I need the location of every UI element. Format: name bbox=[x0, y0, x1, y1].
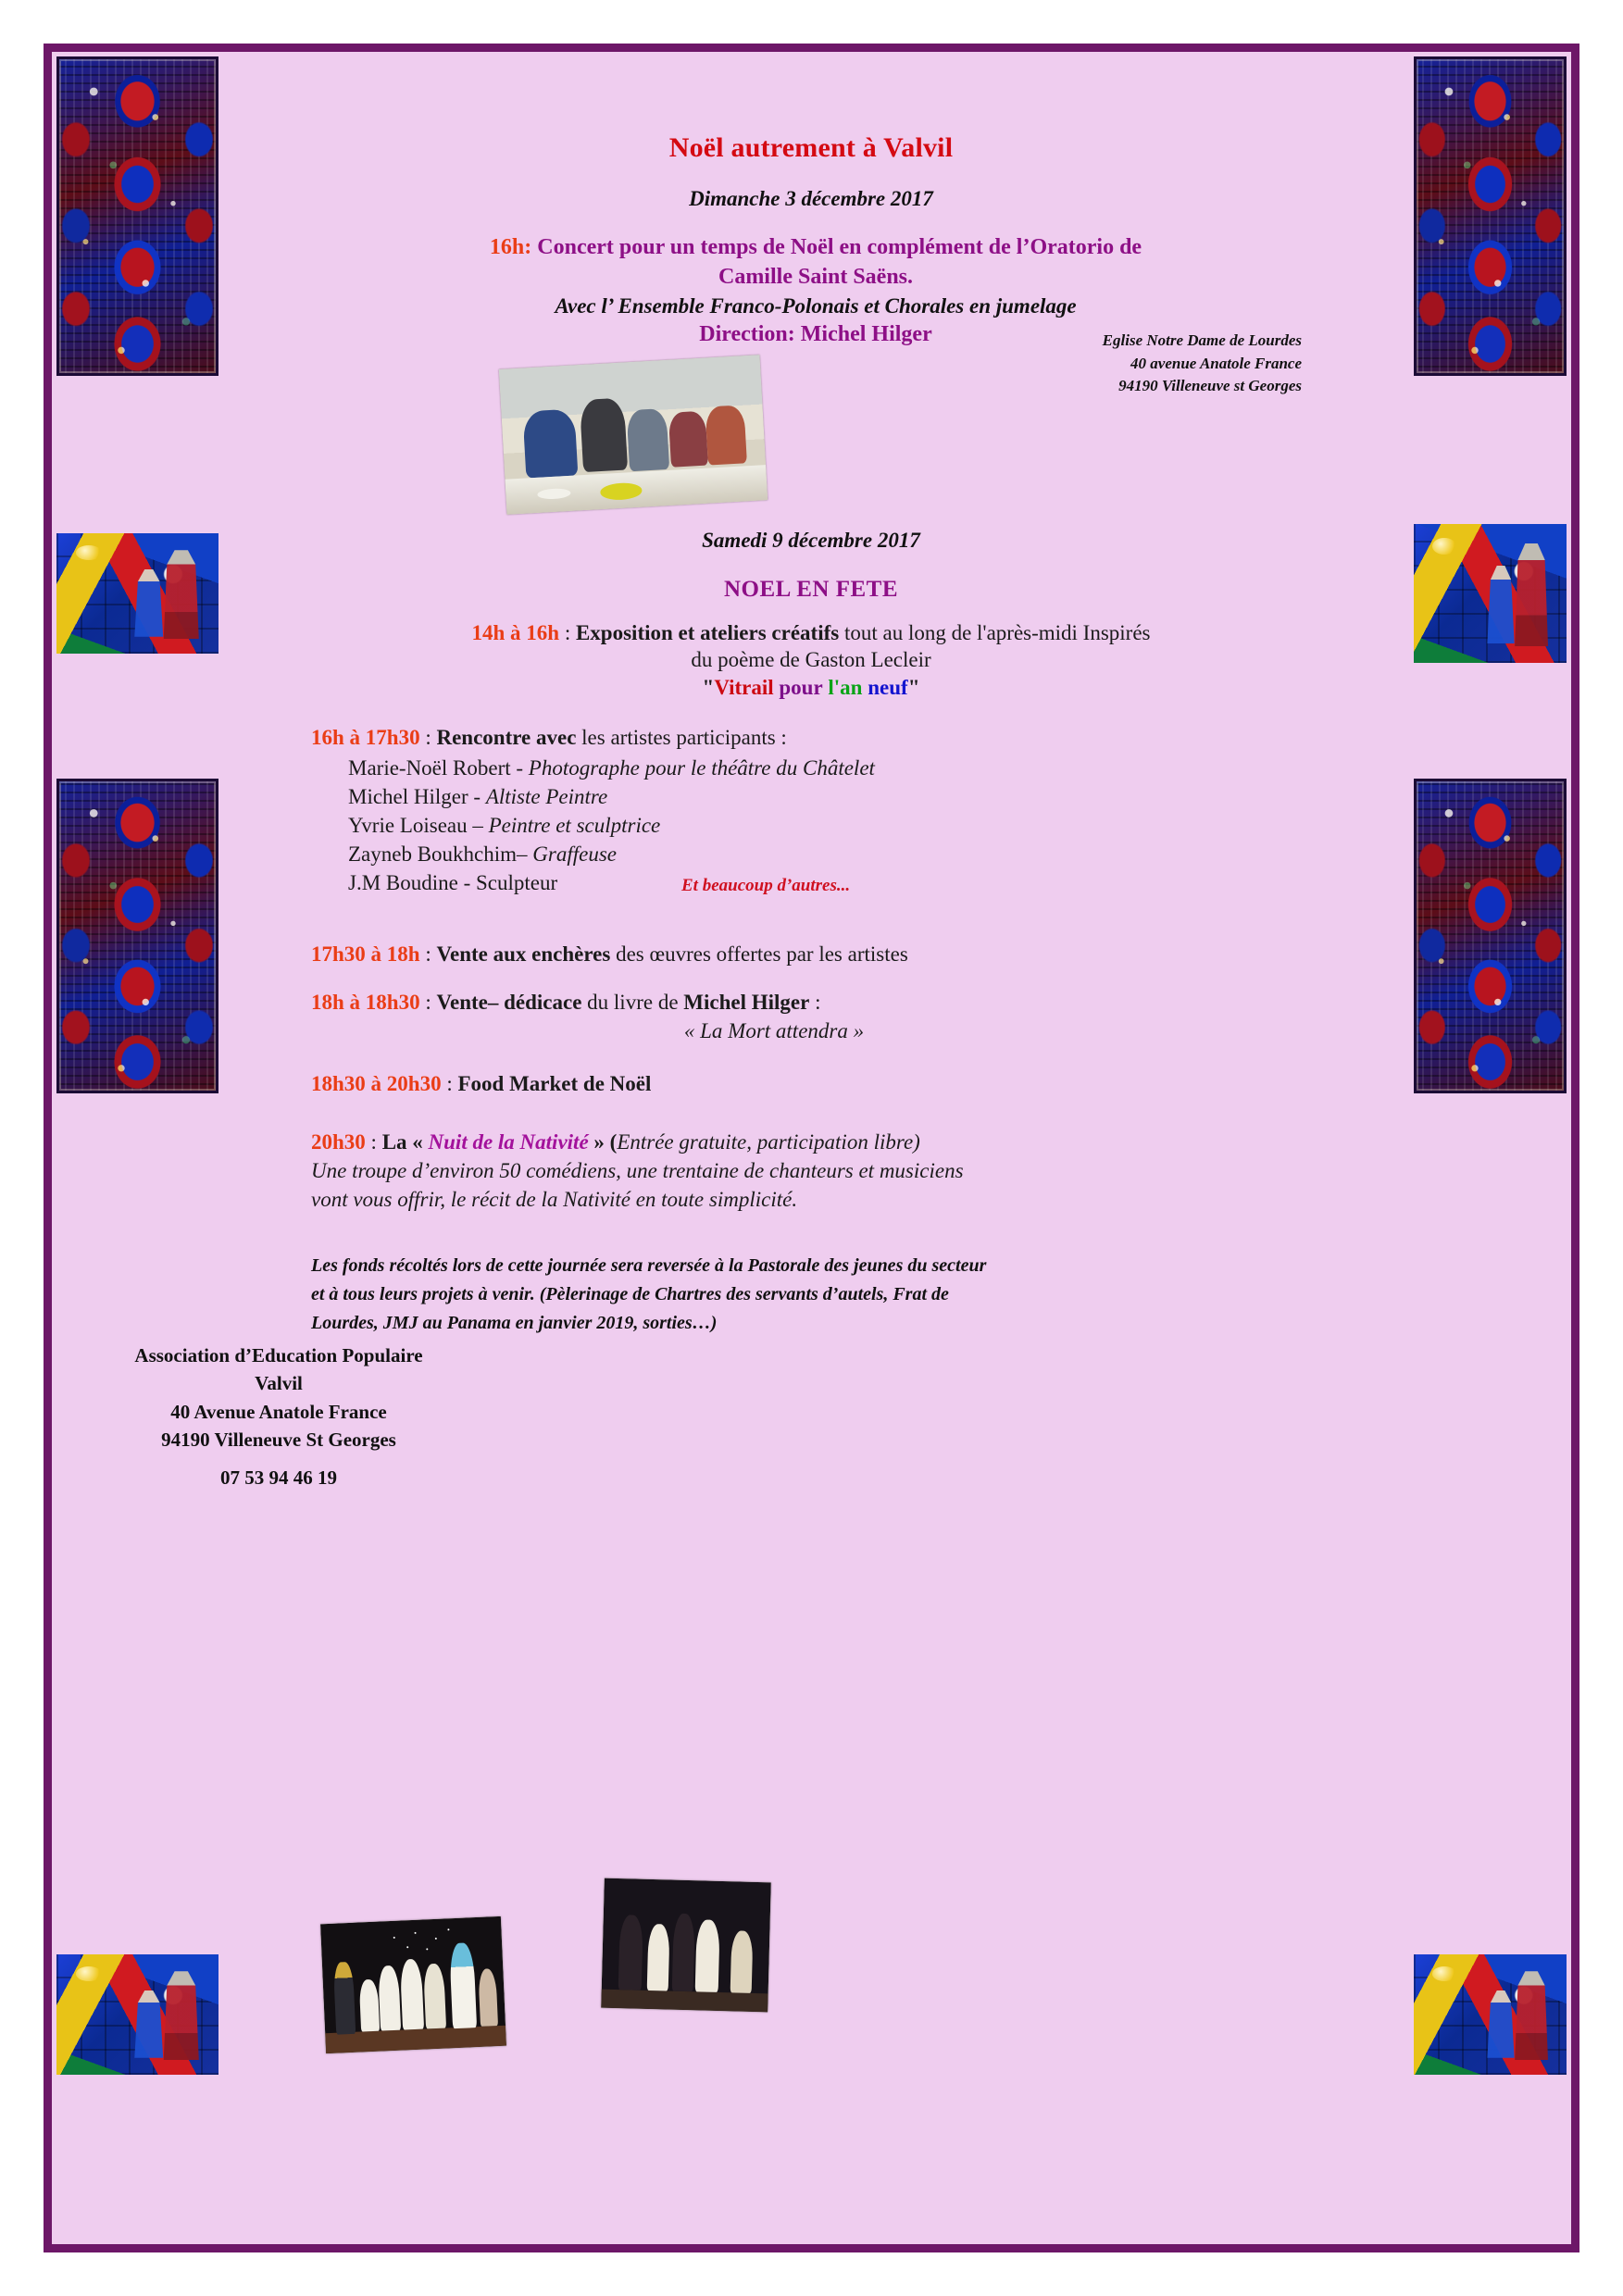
expo-line-2: du poème de Gaston Lecleir bbox=[691, 648, 931, 671]
signing-sep: : bbox=[419, 991, 437, 1014]
quote-word-vitrail: Vitrail bbox=[714, 676, 774, 699]
venue-city: 94190 Villeneuve st Georges bbox=[1118, 377, 1302, 395]
artist-role: Altiste Peintre bbox=[485, 785, 608, 808]
quote-open: " bbox=[702, 676, 715, 699]
signing-mid: du livre de bbox=[581, 991, 684, 1014]
section-heading-noel-en-fete: NOEL EN FETE bbox=[724, 577, 898, 602]
quote-word-lan: l'an bbox=[828, 676, 863, 699]
page-title: Noël autrement à Valvil bbox=[668, 132, 954, 163]
funds-line-1: Les fonds récoltés lors de cette journée sera reversée à la Pastorale des jeunes du secteur bbox=[311, 1255, 987, 1276]
stained-glass-bottom-right bbox=[1414, 1954, 1567, 2075]
book-title: « La Mort attendra » bbox=[683, 1019, 865, 1042]
concert-time: 16h: bbox=[489, 235, 532, 259]
signing-rest: : bbox=[809, 991, 821, 1014]
funds-line-3: Lourdes, JMJ au Panama en janvier 2019, sorties…) bbox=[311, 1313, 718, 1333]
venue-street: 40 avenue Anatole France bbox=[1130, 354, 1302, 372]
concert-text-1: Concert pour un temps de Noël en complément de l’Oratorio de bbox=[531, 235, 1142, 259]
rencontre-rest: les artistes participants : bbox=[576, 726, 787, 749]
food-market-line bbox=[311, 1070, 1330, 1098]
artist-row bbox=[348, 841, 1320, 868]
nativity-prefix: La « bbox=[381, 1130, 429, 1154]
artist-name: Yvrie Loiseau – bbox=[348, 814, 489, 837]
concert-line-1 bbox=[265, 233, 1367, 263]
food-sep: : bbox=[441, 1072, 458, 1095]
artist-role: Peintre et sculptrice bbox=[488, 814, 661, 837]
ensemble-line: Avec l’ Ensemble Franco-Polonais et Chorales en jumelage bbox=[555, 294, 1077, 318]
artist-name: Zayneb Boukhchim– bbox=[348, 842, 533, 866]
date-saturday: Samedi 9 décembre 2017 bbox=[702, 529, 920, 552]
funds-paragraph bbox=[311, 1252, 1311, 1338]
auction-sep: : bbox=[419, 942, 437, 966]
nativity-time: 20h30 bbox=[311, 1130, 366, 1154]
food-bold: Food Market de Noël bbox=[457, 1072, 652, 1095]
nativity-desc-1: Une troupe d’environ 50 comédiens, une trentaine de chanteurs et musiciens bbox=[311, 1159, 964, 1182]
expo-line-1 bbox=[237, 619, 1385, 647]
artist-row bbox=[348, 755, 1320, 782]
rencontre-bold: Rencontre avec bbox=[436, 726, 577, 749]
auction-bold: Vente aux enchères bbox=[436, 942, 611, 966]
association-short-name: Valvil bbox=[255, 1372, 303, 1395]
signing-time: 18h à 18h30 bbox=[311, 991, 420, 1014]
rencontre-time: 16h à 17h30 bbox=[311, 726, 420, 749]
food-time: 18h30 à 20h30 bbox=[311, 1072, 442, 1095]
artist-name: Michel Hilger - bbox=[348, 785, 486, 808]
expo-quote bbox=[237, 674, 1385, 702]
stained-glass-low-left bbox=[56, 779, 218, 1093]
artist-row bbox=[348, 812, 1320, 840]
direction-line: Direction: Michel Hilger bbox=[699, 322, 932, 346]
rencontre-sep: : bbox=[419, 726, 437, 749]
artist-name: J.M Boudine - Sculpteur bbox=[348, 871, 558, 894]
expo-time: 14h à 16h bbox=[471, 621, 560, 644]
signing-author: Michel Hilger bbox=[683, 991, 810, 1014]
nativity-photo-left bbox=[320, 1916, 506, 2053]
auction-time: 17h30 à 18h bbox=[311, 942, 420, 966]
quote-word-neuf: neuf bbox=[868, 676, 908, 699]
auction-rest: des œuvres offertes par les artistes bbox=[610, 942, 908, 966]
association-name: Association d’Education Populaire bbox=[134, 1344, 423, 1366]
expo-rest: tout au long de l'après-midi Inspirés bbox=[839, 621, 1151, 644]
nativity-title: Nuit de la Nativité bbox=[428, 1130, 589, 1154]
funds-line-2: et à tous leurs projets à venir. (Pèlerinage de Chartres des servants d’autels, Frat de bbox=[311, 1284, 949, 1304]
nativity-free: Entrée gratuite, participation libre) bbox=[617, 1130, 920, 1154]
signing-line bbox=[311, 989, 1330, 1017]
rencontre-line bbox=[311, 724, 1330, 752]
association-phone: 07 53 94 46 19 bbox=[220, 1466, 337, 1489]
workshop-meal-photo bbox=[499, 355, 768, 514]
artist-role: Photographe pour le théâtre du Châtelet bbox=[528, 756, 875, 780]
nativity-desc-2: vont vous offrir, le récit de la Nativité en toute simplicité. bbox=[311, 1188, 798, 1211]
expo-bold: Exposition et ateliers créatifs bbox=[575, 621, 840, 644]
association-city: 94190 Villeneuve St Georges bbox=[161, 1429, 396, 1452]
stained-glass-top-left bbox=[56, 56, 218, 376]
nativity-after: » ( bbox=[588, 1130, 618, 1154]
quote-word-pour: pour bbox=[779, 676, 823, 699]
artist-row bbox=[348, 783, 1320, 811]
artist-name: Marie-Noël Robert - bbox=[348, 756, 529, 780]
more-artists-note: Et beaucoup d’autres... bbox=[681, 876, 851, 895]
auction-line bbox=[311, 941, 1330, 968]
expo-sep: : bbox=[559, 621, 576, 644]
stained-glass-mid-right bbox=[1414, 524, 1567, 663]
date-sunday: Dimanche 3 décembre 2017 bbox=[689, 187, 933, 210]
quote-close: " bbox=[907, 676, 920, 699]
stained-glass-bottom-left bbox=[56, 1954, 218, 2075]
association-street: 40 Avenue Anatole France bbox=[170, 1400, 387, 1423]
stained-glass-top-right bbox=[1414, 56, 1567, 376]
poster bbox=[44, 44, 1579, 2252]
stained-glass-mid-left bbox=[56, 533, 218, 654]
stained-glass-low-right bbox=[1414, 779, 1567, 1093]
nativity-photo-right bbox=[601, 1878, 771, 2013]
concert-line-2: Camille Saint Saëns. bbox=[718, 265, 914, 289]
venue-address bbox=[885, 330, 1302, 398]
signing-bold: Vente– dédicace bbox=[436, 991, 582, 1014]
artist-role: Graffeuse bbox=[532, 842, 618, 866]
venue-name: Eglise Notre Dame de Lourdes bbox=[1102, 331, 1302, 349]
nativity-line bbox=[311, 1129, 1330, 1156]
association-block bbox=[80, 1341, 478, 1491]
nativity-sep: : bbox=[365, 1130, 382, 1154]
